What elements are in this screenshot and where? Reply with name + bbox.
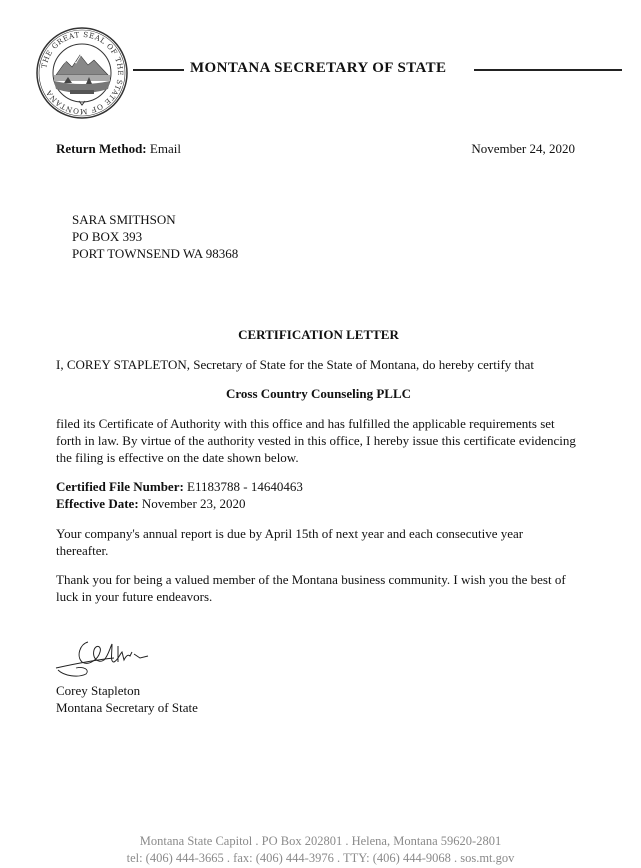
return-method-value: Email (149, 141, 181, 156)
header-title: MONTANA SECRETARY OF STATE (190, 60, 447, 76)
footer-line2: tel: (406) 444-3665 . fax: (406) 444-3976 . TTY: (406) 444-9068 . sos.mt.gov (126, 851, 515, 865)
company-name: Cross Country Counseling PLLC (225, 386, 412, 401)
header-rule-left (133, 69, 184, 71)
effective-date-value: November 23, 2020 (141, 496, 246, 511)
annual-report-note: Your company's annual report is due by April 15th of next year and each consecutive year thereafter. (56, 526, 524, 558)
letter-intro: I, COREY STAPLETON, Secretary of State for the State of Montana, do hereby certify that (56, 357, 535, 372)
effective-date (56, 495, 246, 512)
address-line1: PO BOX 393 (72, 229, 143, 244)
signer-name: Corey Stapleton (56, 683, 141, 698)
letter-heading: CERTIFICATION LETTER (238, 327, 399, 342)
return-method (56, 140, 181, 157)
return-method-label: Return Method: (56, 141, 147, 156)
header-rule-right (474, 69, 622, 71)
letter-date: November 24, 2020 (471, 141, 575, 156)
signer-title: Montana Secretary of State (56, 700, 198, 715)
address-line2: PORT TOWNSEND WA 98368 (72, 246, 239, 261)
address-name: SARA SMITHSON (72, 212, 176, 227)
letter-body: filed its Certificate of Authority with this office and has fulfilled the applicable requirements set forth in law. By virtue of the authority vested in this office, I hereby issue this certificate evidencing the filing is effective on the date shown below. (56, 416, 576, 465)
thanks-note: Thank you for being a valued member of the Montana business community. I wish you the best of luck in your future endeavors. (56, 572, 566, 604)
footer (0, 833, 641, 867)
svg-text:THE GREAT SEAL OF THE STATE OF: THE GREAT SEAL OF THE STATE OF MONTANA (39, 29, 126, 117)
signature-block (56, 682, 198, 716)
address-block (72, 211, 238, 262)
footer-line1: Montana State Capitol . PO Box 202801 . Helena, Montana 59620-2801 (139, 834, 502, 848)
handwritten-signature-icon (54, 634, 154, 680)
state-seal-icon (36, 27, 128, 119)
effective-date-label: Effective Date: (56, 496, 139, 511)
file-number-label: Certified File Number: (56, 479, 184, 494)
file-number-value: E1183788 - 14640463 (187, 479, 303, 494)
file-number (56, 478, 303, 495)
